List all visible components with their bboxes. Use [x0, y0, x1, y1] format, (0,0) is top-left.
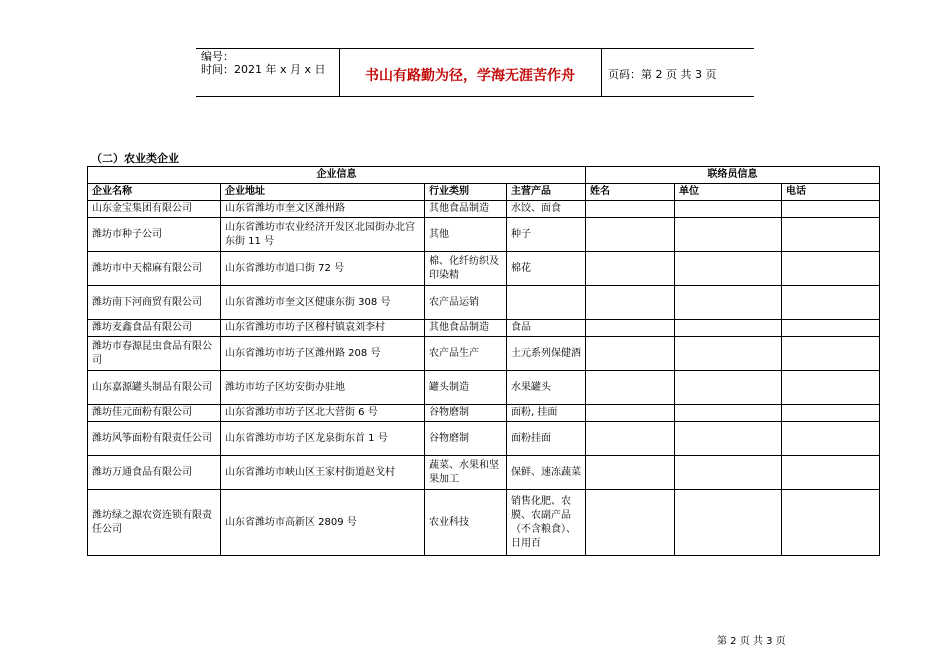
page-footer: 第 2 页 共 3 页	[717, 636, 786, 647]
company-name-cell: 潍坊风筝面粉有限责任公司	[88, 422, 221, 456]
contact-unit-cell	[675, 456, 782, 490]
group-header-contact: 联络员信息	[586, 167, 880, 184]
contact-unit-cell	[675, 218, 782, 252]
contact-name-cell	[586, 286, 675, 320]
number-label: 编号：	[201, 50, 234, 63]
company-address-cell: 山东省潍坊市道口街 72 号	[221, 252, 425, 286]
contact-phone-cell	[782, 252, 880, 286]
contact-phone-cell	[782, 201, 880, 218]
contact-name-cell	[586, 405, 675, 422]
company-address-cell: 潍坊市坊子区坊安街办驻地	[221, 371, 425, 405]
industry-cell: 棉、化纤纺织及印染精	[425, 252, 507, 286]
contact-name-cell	[586, 320, 675, 337]
enterprise-table	[87, 166, 880, 556]
industry-cell: 农产品运销	[425, 286, 507, 320]
column-header: 企业名称	[88, 184, 221, 201]
industry-cell: 蔬菜、水果和坚果加工	[425, 456, 507, 490]
contact-phone-cell	[782, 286, 880, 320]
product-cell: 种子	[507, 218, 586, 252]
company-name-cell: 潍坊南下河商贸有限公司	[88, 286, 221, 320]
contact-unit-cell	[675, 320, 782, 337]
product-cell: 土元系列保健酒	[507, 337, 586, 371]
company-name-cell: 山东嘉源罐头制品有限公司	[88, 371, 221, 405]
header-meta	[201, 50, 326, 76]
company-name-cell: 潍坊市种子公司	[88, 218, 221, 252]
group-header-company: 企业信息	[88, 167, 586, 184]
contact-phone-cell	[782, 320, 880, 337]
header-motto: 书山有路勤为径，学海无涯苦作舟	[365, 68, 575, 84]
industry-cell: 农业科技	[425, 490, 507, 556]
industry-cell: 罐头制造	[425, 371, 507, 405]
column-header: 姓名	[586, 184, 675, 201]
contact-unit-cell	[675, 490, 782, 556]
company-name-cell: 潍坊万通食品有限公司	[88, 456, 221, 490]
contact-unit-cell	[675, 201, 782, 218]
contact-name-cell	[586, 252, 675, 286]
product-cell: 面粉挂面	[507, 422, 586, 456]
table-row	[88, 337, 880, 371]
product-cell	[507, 286, 586, 320]
table-row	[88, 286, 880, 320]
industry-cell: 其他食品制造	[425, 201, 507, 218]
company-name-cell: 潍坊市春源昆虫食品有限公司	[88, 337, 221, 371]
contact-phone-cell	[782, 337, 880, 371]
industry-cell: 农产品生产	[425, 337, 507, 371]
product-cell: 保鲜、速冻蔬菜	[507, 456, 586, 490]
contact-unit-cell	[675, 252, 782, 286]
section-title: （二）农业类企业	[91, 152, 179, 165]
contact-unit-cell	[675, 371, 782, 405]
contact-unit-cell	[675, 422, 782, 456]
header-divider	[601, 49, 602, 96]
contact-name-cell	[586, 337, 675, 371]
contact-phone-cell	[782, 405, 880, 422]
column-header: 电话	[782, 184, 880, 201]
column-header: 单位	[675, 184, 782, 201]
contact-phone-cell	[782, 218, 880, 252]
contact-unit-cell	[675, 337, 782, 371]
company-name-cell: 潍坊麦鑫食品有限公司	[88, 320, 221, 337]
company-address-cell: 山东省潍坊市坊子区北大营街 6 号	[221, 405, 425, 422]
table-row	[88, 405, 880, 422]
company-address-cell: 山东省潍坊市峡山区王家村街道赵戈村	[221, 456, 425, 490]
table-row	[88, 422, 880, 456]
contact-phone-cell	[782, 371, 880, 405]
company-address-cell: 山东省潍坊市坊子区潍州路 208 号	[221, 337, 425, 371]
contact-name-cell	[586, 201, 675, 218]
company-address-cell: 山东省潍坊市奎文区健康东街 308 号	[221, 286, 425, 320]
product-cell: 销售化肥、农膜、农副产品（不含粮食）、日用百	[507, 490, 586, 556]
column-header: 主营产品	[507, 184, 586, 201]
company-address-cell: 山东省潍坊市奎文区潍州路	[221, 201, 425, 218]
contact-phone-cell	[782, 490, 880, 556]
company-name-cell: 潍坊市中天棉麻有限公司	[88, 252, 221, 286]
table-row	[88, 371, 880, 405]
table-row	[88, 320, 880, 337]
table-row	[88, 201, 880, 218]
contact-name-cell	[586, 218, 675, 252]
industry-cell: 其他	[425, 218, 507, 252]
company-name-cell: 潍坊佳元面粉有限公司	[88, 405, 221, 422]
company-name-cell: 山东金宝集团有限公司	[88, 201, 221, 218]
industry-cell: 谷物磨制	[425, 422, 507, 456]
table-row	[88, 218, 880, 252]
company-address-cell: 山东省潍坊市坊子区龙泉街东首 1 号	[221, 422, 425, 456]
table-row	[88, 490, 880, 556]
company-address-cell: 山东省潍坊市高新区 2809 号	[221, 490, 425, 556]
industry-cell: 谷物磨制	[425, 405, 507, 422]
company-address-cell: 山东省潍坊市坊子区穆村镇袁刘李村	[221, 320, 425, 337]
table-row	[88, 252, 880, 286]
contact-phone-cell	[782, 422, 880, 456]
product-cell: 水饺、面食	[507, 201, 586, 218]
time-label: 时间：2021 年 x 月 x 日	[201, 63, 326, 76]
contact-name-cell	[586, 371, 675, 405]
contact-unit-cell	[675, 405, 782, 422]
product-cell: 水果罐头	[507, 371, 586, 405]
company-address-cell: 山东省潍坊市农业经济开发区北园街办北宫东街 11 号	[221, 218, 425, 252]
product-cell: 食品	[507, 320, 586, 337]
contact-name-cell	[586, 490, 675, 556]
page-header	[196, 48, 754, 97]
product-cell: 面粉, 挂面	[507, 405, 586, 422]
column-header: 行业类别	[425, 184, 507, 201]
contact-phone-cell	[782, 456, 880, 490]
page-number-label: 页码：第 2 页 共 3 页	[608, 68, 717, 81]
contact-name-cell	[586, 422, 675, 456]
contact-name-cell	[586, 456, 675, 490]
table-row	[88, 456, 880, 490]
company-name-cell: 潍坊绿之源农资连锁有限责任公司	[88, 490, 221, 556]
contact-unit-cell	[675, 286, 782, 320]
industry-cell: 其他食品制造	[425, 320, 507, 337]
column-header: 企业地址	[221, 184, 425, 201]
product-cell: 棉花	[507, 252, 586, 286]
